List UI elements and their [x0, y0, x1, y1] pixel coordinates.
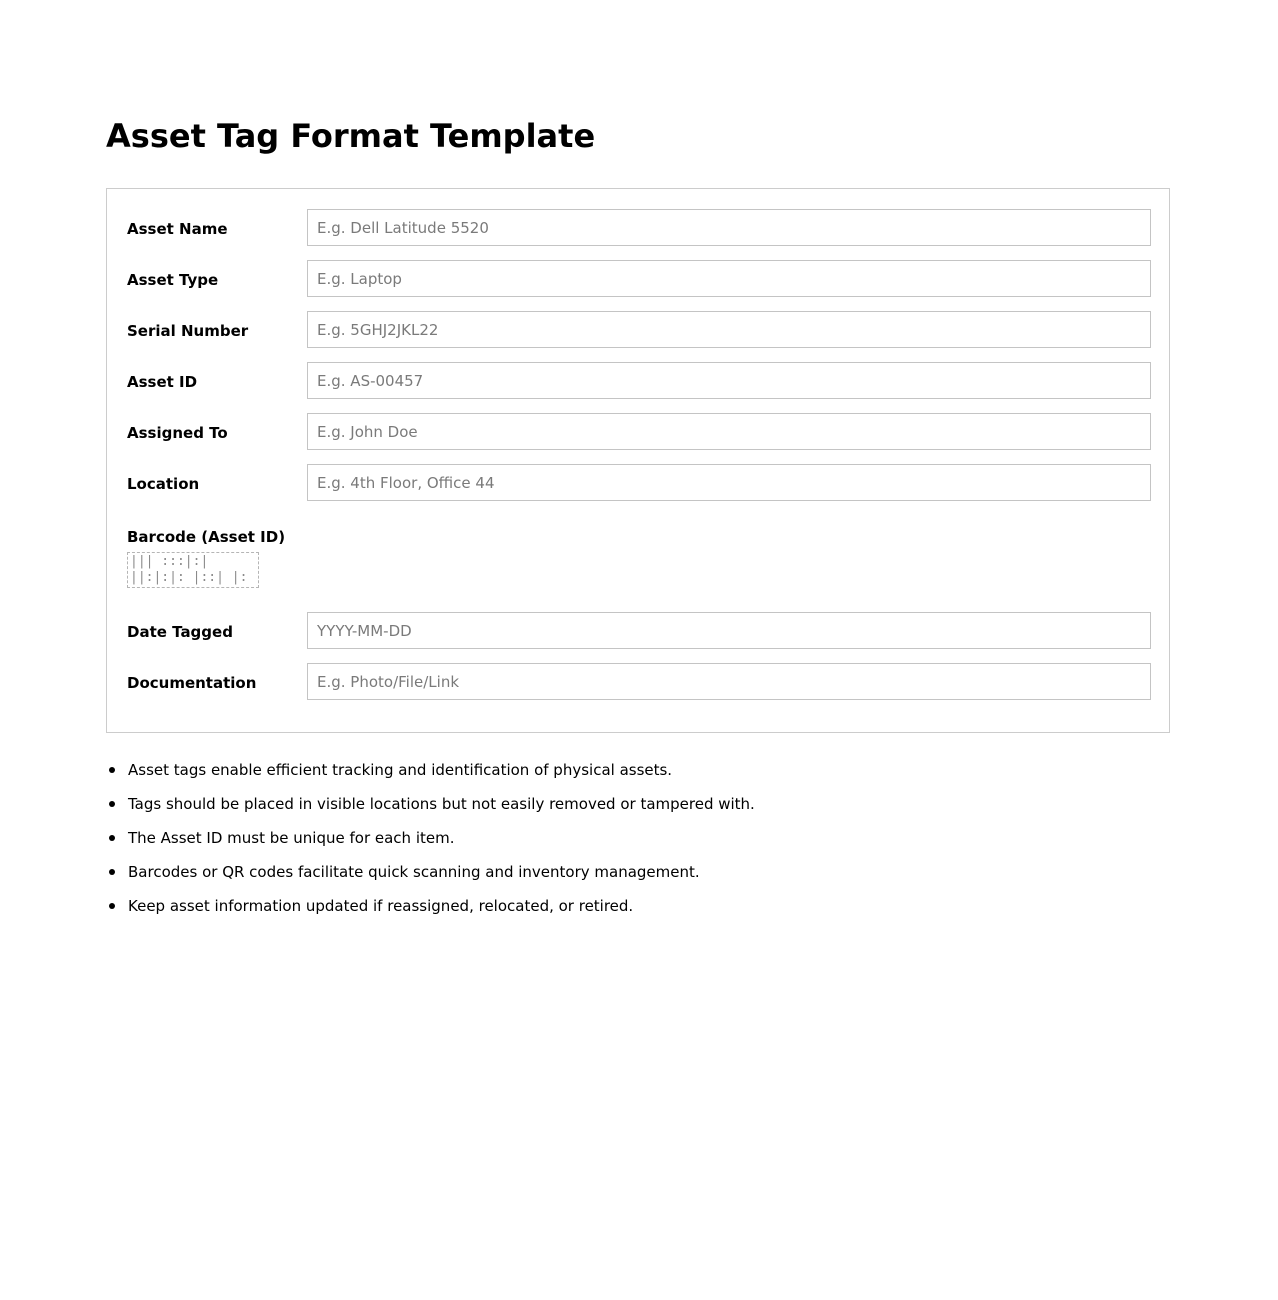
bullet-icon [109, 801, 115, 807]
asset-type-label: Asset Type [127, 271, 219, 289]
location-label: Location [127, 475, 200, 493]
barcode-label: Barcode (Asset ID) [127, 528, 286, 546]
guidelines-list [106, 760, 1170, 930]
note-text: Tags should be placed in visible locations but not easily removed or tampered with. [128, 795, 755, 813]
list-item [106, 896, 1170, 916]
asset-type-input[interactable] [307, 260, 1151, 297]
asset-tag-form [106, 188, 1170, 733]
documentation-label: Documentation [127, 674, 257, 692]
documentation-input[interactable] [307, 663, 1151, 700]
assigned-to-label: Assigned To [127, 424, 228, 442]
serial-number-label: Serial Number [127, 322, 249, 340]
assigned-to-input[interactable] [307, 413, 1151, 450]
bullet-icon [109, 903, 115, 909]
asset-id-input[interactable] [307, 362, 1151, 399]
date-tagged-input[interactable] [307, 612, 1151, 649]
asset-id-label: Asset ID [127, 373, 198, 391]
note-text: Asset tags enable efficient tracking and identification of physical assets. [128, 761, 673, 779]
asset-name-label: Asset Name [127, 220, 228, 238]
date-tagged-label: Date Tagged [127, 623, 233, 641]
bullet-icon [109, 767, 115, 773]
list-item [106, 760, 1170, 780]
list-item [106, 794, 1170, 814]
note-text: Keep asset information updated if reassigned, relocated, or retired. [128, 897, 634, 915]
barcode-preview: ||| :::|:| ||:|:|: |::| |: [127, 552, 259, 588]
serial-number-input[interactable] [307, 311, 1151, 348]
location-input[interactable] [307, 464, 1151, 501]
list-item [106, 828, 1170, 848]
list-item [106, 862, 1170, 882]
bullet-icon [109, 835, 115, 841]
bullet-icon [109, 869, 115, 875]
note-text: The Asset ID must be unique for each item. [128, 829, 455, 847]
page-title: Asset Tag Format Template [106, 117, 596, 155]
note-text: Barcodes or QR codes facilitate quick scanning and inventory management. [128, 863, 700, 881]
asset-name-input[interactable] [307, 209, 1151, 246]
